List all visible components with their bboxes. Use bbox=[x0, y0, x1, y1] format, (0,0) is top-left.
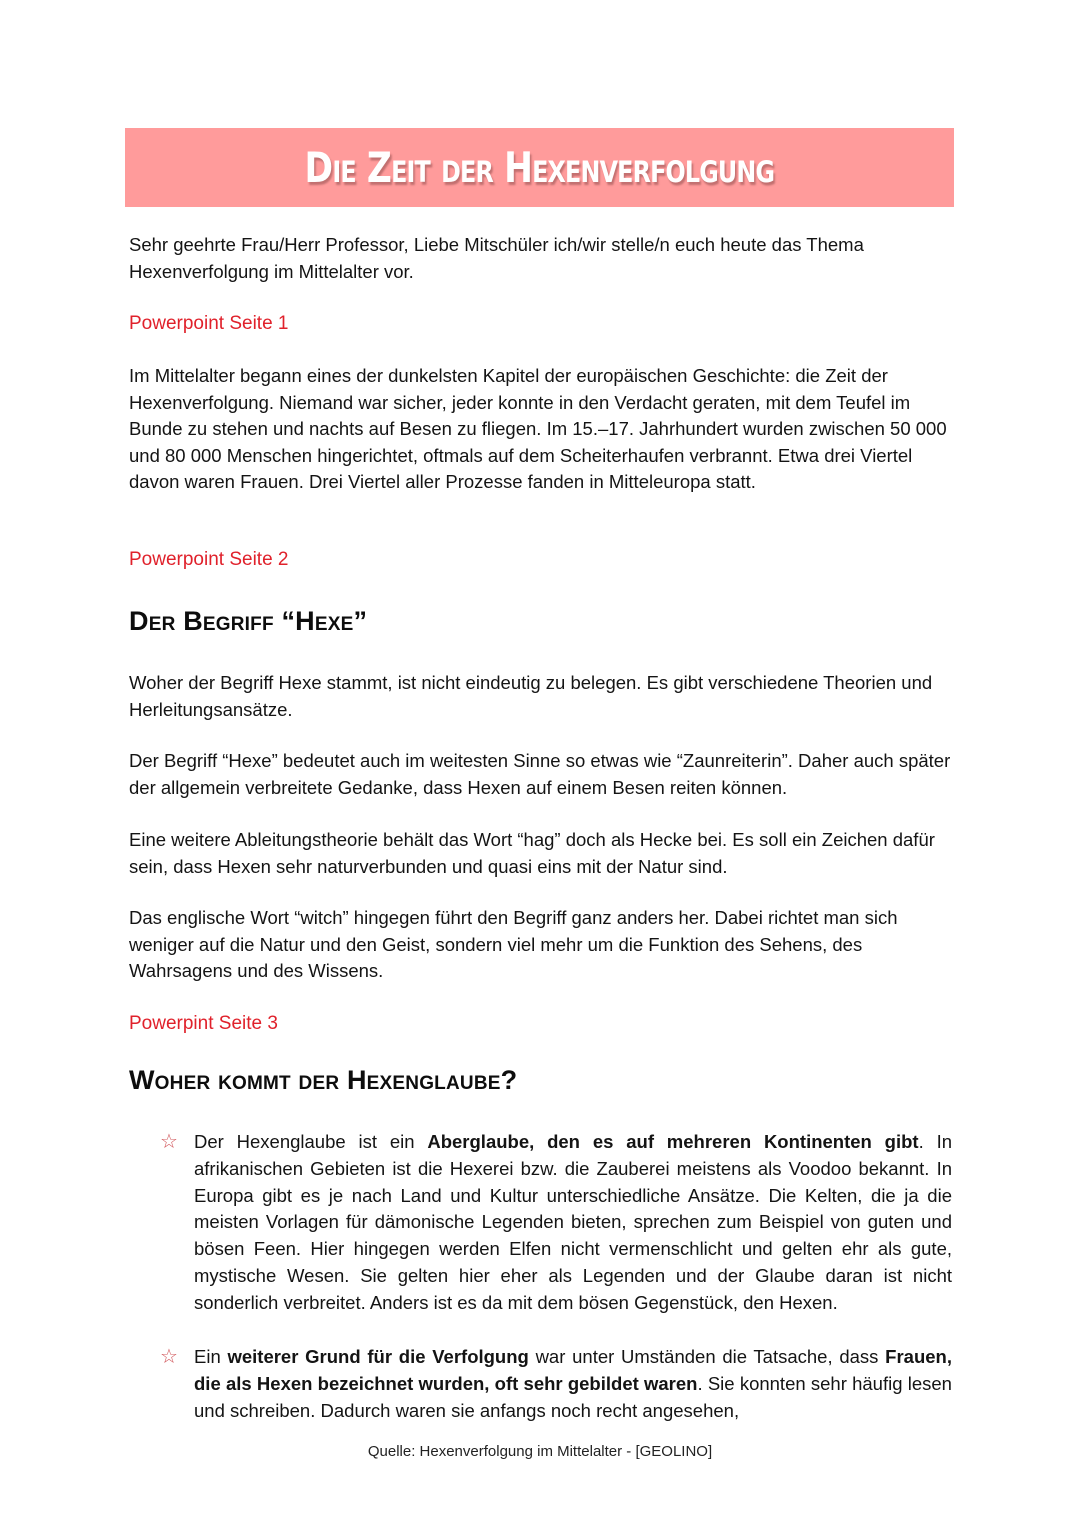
paragraph-begriff-2: Der Begriff “Hexe” bedeutet auch im weitesten Sinne so etwas wie “Zaunreiterin”. Daher auch später der allgemein verbreitete Gedanke, dass Hexen auf einem Besen reiten können. bbox=[129, 750, 951, 798]
paragraph-begriff-1: Woher der Begriff Hexe stammt, ist nicht eindeutig zu belegen. Es gibt verschiedene Theorien und Herleitungsansätze. bbox=[129, 672, 933, 720]
document-title: Die Zeit der Hexenverfolgung bbox=[304, 143, 775, 192]
title-banner bbox=[125, 128, 954, 207]
section-heading-begriff: Der Begriff “Hexe” bbox=[129, 606, 368, 636]
bullet-item-2 bbox=[160, 1344, 952, 1424]
section-heading-hexenglaube: Woher kommt der Hexenglaube? bbox=[129, 1065, 518, 1095]
slide-note-2: Powerpoint Seite 2 bbox=[129, 549, 289, 570]
star-outline-icon: ☆ bbox=[160, 1131, 178, 1153]
bullet-text-2: Ein weiterer Grund für die Verfolgung war unter Umständen die Tatsache, dass Frauen, die als Hexen bezeichnet wurden, oft sehr gebildet waren. Sie konnten sehr häufig lesen und schreiben. Dadurch waren sie anfangs noch recht angesehen, bbox=[194, 1346, 952, 1421]
intro-history-paragraph: Im Mittelalter begann eines der dunkelsten Kapitel der europäischen Geschichte: die Zeit der Hexenverfolgung. Niemand war sicher, jeder konnte in den Verdacht geraten, mit dem Teufel im Bunde zu stehen und nachts auf Besen zu fliegen. Im 15.–17. Jahrhundert wurden zwischen 50 000 und 80 000 Menschen hingerichtet, oftmals auf dem Scheiterhaufen verbrannt. Etwa drei Viertel davon waren Frauen. Drei Viertel aller Prozesse fanden in Mitteleuropa statt. bbox=[129, 365, 947, 492]
slide-note-1: Powerpoint Seite 1 bbox=[129, 313, 289, 334]
paragraph-begriff-4: Das englische Wort “witch” hingegen führt den Begriff ganz anders her. Dabei richtet man sich weniger auf die Natur und den Geist, sondern viel mehr um die Funktion des Sehens, des Wahrsagens und des Wissens. bbox=[129, 907, 898, 981]
star-outline-icon: ☆ bbox=[160, 1346, 178, 1368]
paragraph-begriff-3: Eine weitere Ableitungstheorie behält das Wort “hag” doch als Hecke bei. Es soll ein Zeichen dafür sein, dass Hexen sehr naturverbunden und quasi eins mit der Natur sind. bbox=[129, 829, 935, 877]
bullet-item-1 bbox=[160, 1129, 952, 1317]
intro-paragraph: Sehr geehrte Frau/Herr Professor, Liebe Mitschüler ich/wir stelle/n euch heute das Thema Hexenverfolgung im Mittelalter vor. bbox=[129, 234, 864, 282]
source-footer: Quelle: Hexenverfolgung im Mittelalter - [GEOLINO] bbox=[367, 1443, 713, 1460]
bullet-text-1: Der Hexenglaube ist ein Aberglaube, den es auf mehreren Kontinenten gibt. In afrikanischen Gebieten ist die Hexerei bzw. die Zauberei meistens als Voodoo bekannt. In Europa gibt es je nach Land und Kultur unterschiedliche Ansätze. Die Kelten, die ja die meisten Vorlagen für dämonische Legenden bieten, sprechen zum Beispiel von guten und bösen Feen. Hier hingegen werden Elfen nicht vermenschlicht und gelten ehr als gute, mystische Wesen. Sie gelten hier eher als Legenden und der Glaube daran ist nicht sonderlich verbreitet. Anders ist es da mit dem bösen Gegenstück, den Hexen. bbox=[194, 1131, 952, 1313]
slide-note-3: Powerpint Seite 3 bbox=[129, 1013, 278, 1034]
